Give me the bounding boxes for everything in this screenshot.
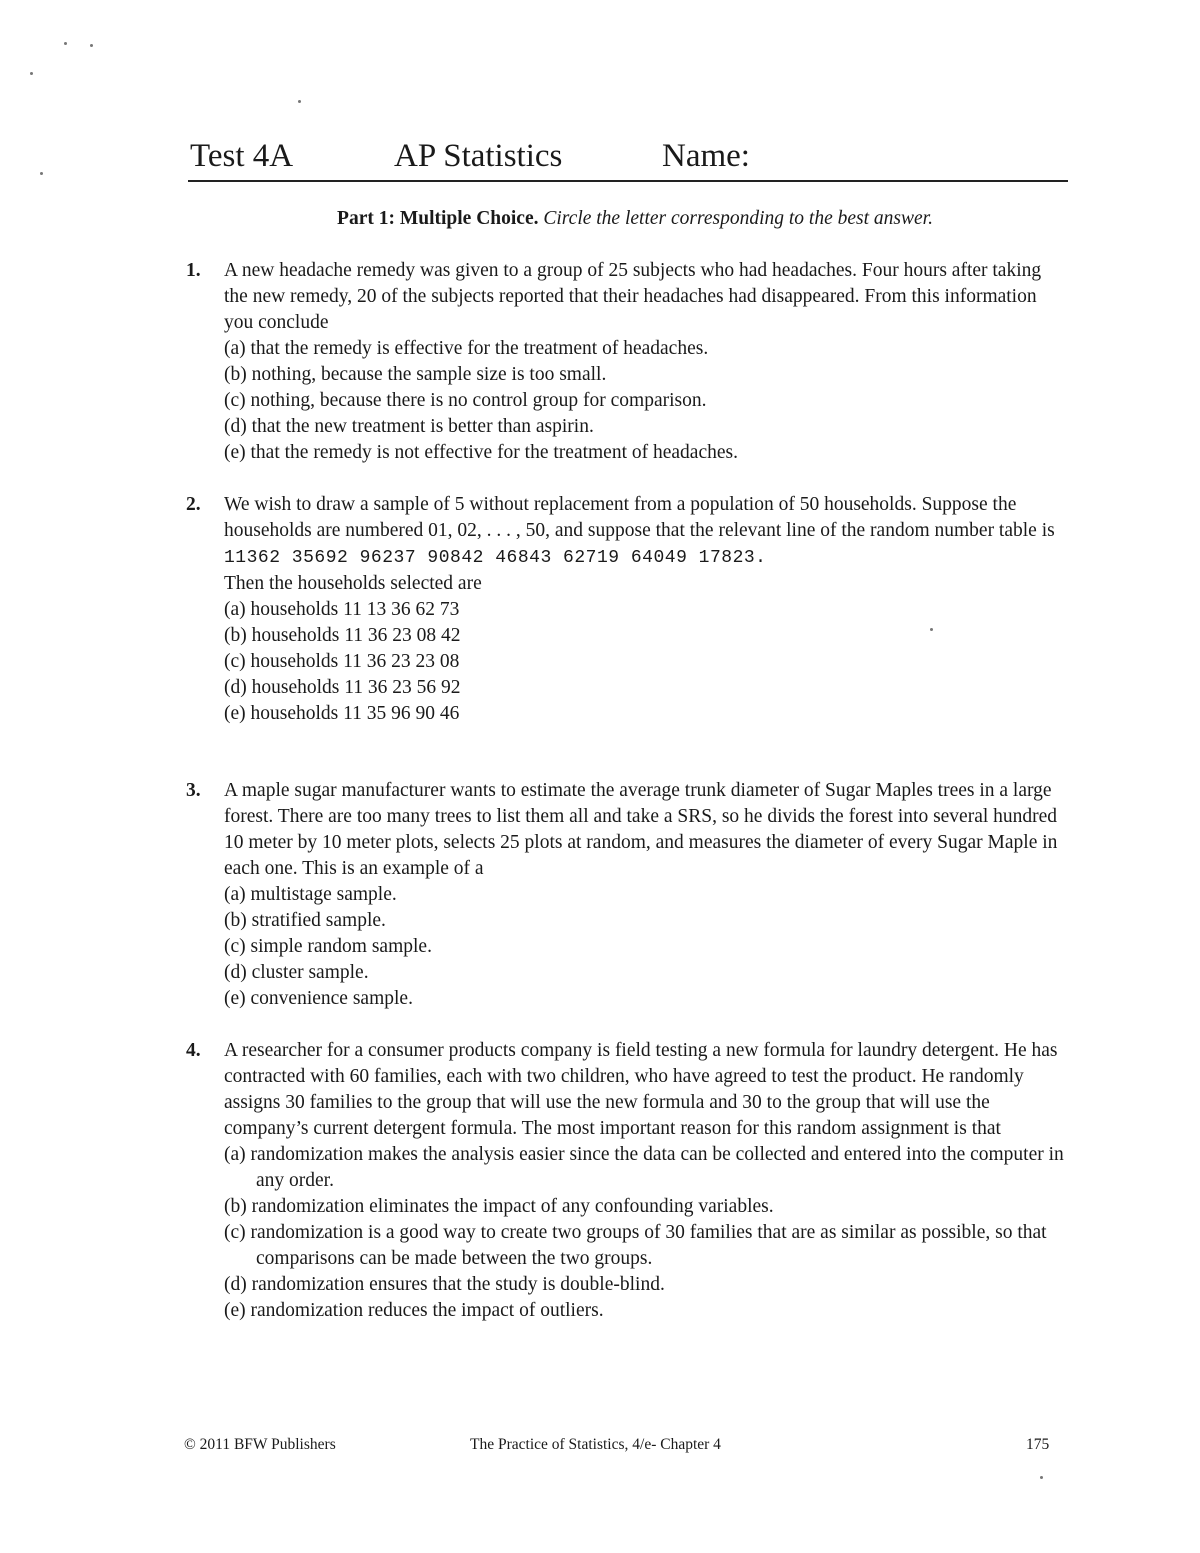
question-body xyxy=(224,492,1066,727)
choice-list xyxy=(224,1142,1066,1324)
choice-c[interactable]: (c) simple random sample. xyxy=(224,936,432,957)
choice-c[interactable]: (c) randomization is a good way to create two groups of 30 families that are as similar as possible, so that comparisons can be made between the two groups. xyxy=(224,1222,1047,1269)
question-text: A new headache remedy was given to a group of 25 subjects who had headaches. Four hours after taking the new remedy, 20 of the subjects reported that their headaches had disappeared. From this information you conclude xyxy=(224,260,1042,333)
name-label: Name: xyxy=(662,138,750,174)
footer-book-title: The Practice of Statistics, 4/e- Chapter 4 xyxy=(470,1436,721,1453)
choice-c[interactable]: (c) nothing, because there is no control group for comparison. xyxy=(224,390,707,411)
scan-speck xyxy=(30,72,33,75)
question-number: 3. xyxy=(186,780,201,801)
choice-b[interactable]: (b) nothing, because the sample size is too small. xyxy=(224,364,607,385)
scan-speck xyxy=(40,172,43,175)
choice-e[interactable]: (e) randomization reduces the impact of outliers. xyxy=(224,1300,604,1321)
part-title: Part 1: Multiple Choice. xyxy=(337,208,539,229)
question-3 xyxy=(186,778,1066,1012)
test-header xyxy=(188,136,1068,182)
choice-d[interactable]: (d) cluster sample. xyxy=(224,962,369,983)
choice-a[interactable]: (a) randomization makes the analysis easier since the data can be collected and entered into the computer in any order. xyxy=(224,1144,1064,1191)
question-2 xyxy=(186,492,1066,727)
question-number: 4. xyxy=(186,1040,201,1061)
choice-d[interactable]: (d) that the new treatment is better than aspirin. xyxy=(224,416,594,437)
choice-a[interactable]: (a) that the remedy is effective for the treatment of headaches. xyxy=(224,338,709,359)
choice-e[interactable]: (e) households 11 35 96 90 46 xyxy=(224,703,460,724)
question-body xyxy=(224,778,1066,1012)
choice-a[interactable]: (a) households 11 13 36 62 73 xyxy=(224,599,460,620)
test-label: Test 4A xyxy=(190,138,294,174)
question-body xyxy=(224,1038,1066,1324)
scan-speck xyxy=(90,44,93,47)
choice-b[interactable]: (b) randomization eliminates the impact of any confounding variables. xyxy=(224,1196,774,1217)
choice-b[interactable]: (b) households 11 36 23 08 42 xyxy=(224,625,461,646)
random-digits: 11362 35692 96237 90842 46843 62719 64049 17823. xyxy=(224,548,767,568)
choice-a[interactable]: (a) multistage sample. xyxy=(224,884,397,905)
scan-speck xyxy=(64,42,67,45)
choice-list xyxy=(224,597,1066,727)
question-text xyxy=(224,492,1066,571)
choice-b[interactable]: (b) stratified sample. xyxy=(224,910,386,931)
question-number: 2. xyxy=(186,494,201,515)
question-number: 1. xyxy=(186,260,201,281)
footer-page-number: 175 xyxy=(1026,1436,1050,1453)
choice-list xyxy=(224,336,1066,466)
question-text: A maple sugar manufacturer wants to estimate the average trunk diameter of Sugar Maples trees in a large forest. There are too many trees to list them all and take a SRS, so he divids the forest into several hundred 10 meter by 10 meter plots, selects 25 plots at random, and measures the diameter of every Sugar Maple in each one. This is an example of a xyxy=(224,780,1058,879)
choice-list xyxy=(224,882,1066,1012)
question-1 xyxy=(186,258,1066,466)
choice-d[interactable]: (d) households 11 36 23 56 92 xyxy=(224,677,461,698)
footer-copyright: © 2011 BFW Publishers xyxy=(184,1436,336,1453)
scan-speck xyxy=(298,100,301,103)
choice-c[interactable]: (c) households 11 36 23 23 08 xyxy=(224,651,460,672)
question-lead-in: Then the households selected are xyxy=(224,573,482,594)
choice-d[interactable]: (d) randomization ensures that the study is double-blind. xyxy=(224,1274,665,1295)
course-title: AP Statistics xyxy=(394,138,563,174)
question-text: A researcher for a consumer products company is field testing a new formula for laundry detergent. He has contracted with 60 families, each with two children, who have agreed to test the product. He randomly assigns 30 families to the group that will use the new formula and 30 to the group that will use the company’s current detergent formula. The most important reason for this random assignment is that xyxy=(224,1040,1058,1139)
scan-speck xyxy=(1040,1476,1043,1479)
part-heading xyxy=(0,205,1200,233)
choice-e[interactable]: (e) that the remedy is not effective for the treatment of headaches. xyxy=(224,442,738,463)
question-4 xyxy=(186,1038,1066,1324)
part-instructions: Circle the letter corresponding to the best answer. xyxy=(543,208,933,229)
question-body xyxy=(224,258,1066,466)
choice-e[interactable]: (e) convenience sample. xyxy=(224,988,413,1009)
question-stem: We wish to draw a sample of 5 without replacement from a population of 50 households. Suppose the households are numbered 01, 02, . . . , 50, and suppose that the relevant line of the random number table is xyxy=(224,494,1055,541)
